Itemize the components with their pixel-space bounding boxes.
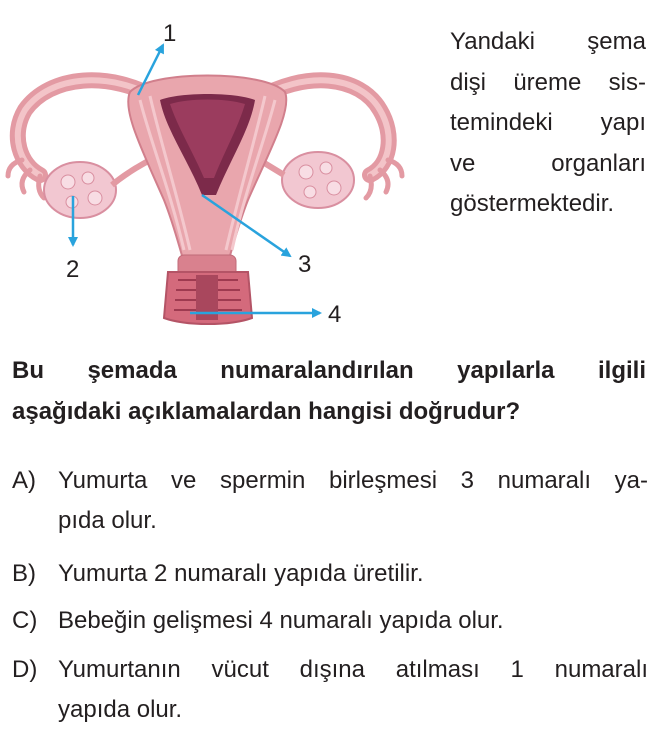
option-text-line: Yumurtanın vücut dışına atılması 1 numaralı <box>58 656 648 683</box>
left-ovary <box>44 162 116 218</box>
question-line: aşağıdaki açıklamalardan hangisi doğrudur? <box>12 398 521 425</box>
label-3: 3 <box>298 251 312 278</box>
option-letter: C) <box>12 607 38 634</box>
question-stem <box>12 350 646 432</box>
intro-line: temindeki yapı <box>450 109 646 137</box>
option-letter: D) <box>12 656 38 683</box>
option-letter: A) <box>12 467 36 494</box>
intro-line: göstermektedir. <box>450 190 615 218</box>
label-1: 1 <box>163 20 177 47</box>
intro-line: Yandaki şema <box>450 28 646 55</box>
right-ovary <box>282 152 354 208</box>
option-text-line: yapıda olur. <box>58 696 183 723</box>
uterus-illustration <box>0 0 430 335</box>
option-text-line: Yumurta 2 numaralı yapıda üretilir. <box>58 560 424 587</box>
option-text-line: Yumurta ve spermin birleşmesi 3 numaralı ya- <box>58 467 648 494</box>
label-4: 4 <box>328 301 342 328</box>
option-letter: B) <box>12 560 36 587</box>
label-2: 2 <box>66 256 80 283</box>
reproductive-system-diagram <box>0 0 430 335</box>
option-text-line: Bebeğin gelişmesi 4 numaralı yapıda olur. <box>58 607 504 634</box>
option-text-line: pıda olur. <box>58 507 157 534</box>
question-line: Bu şemada numaralandırılan yapılarla ilgili <box>12 357 646 384</box>
intro-line: ve organları <box>450 149 646 177</box>
intro-paragraph <box>450 22 646 225</box>
intro-line: dişi üreme sis- <box>450 68 646 96</box>
